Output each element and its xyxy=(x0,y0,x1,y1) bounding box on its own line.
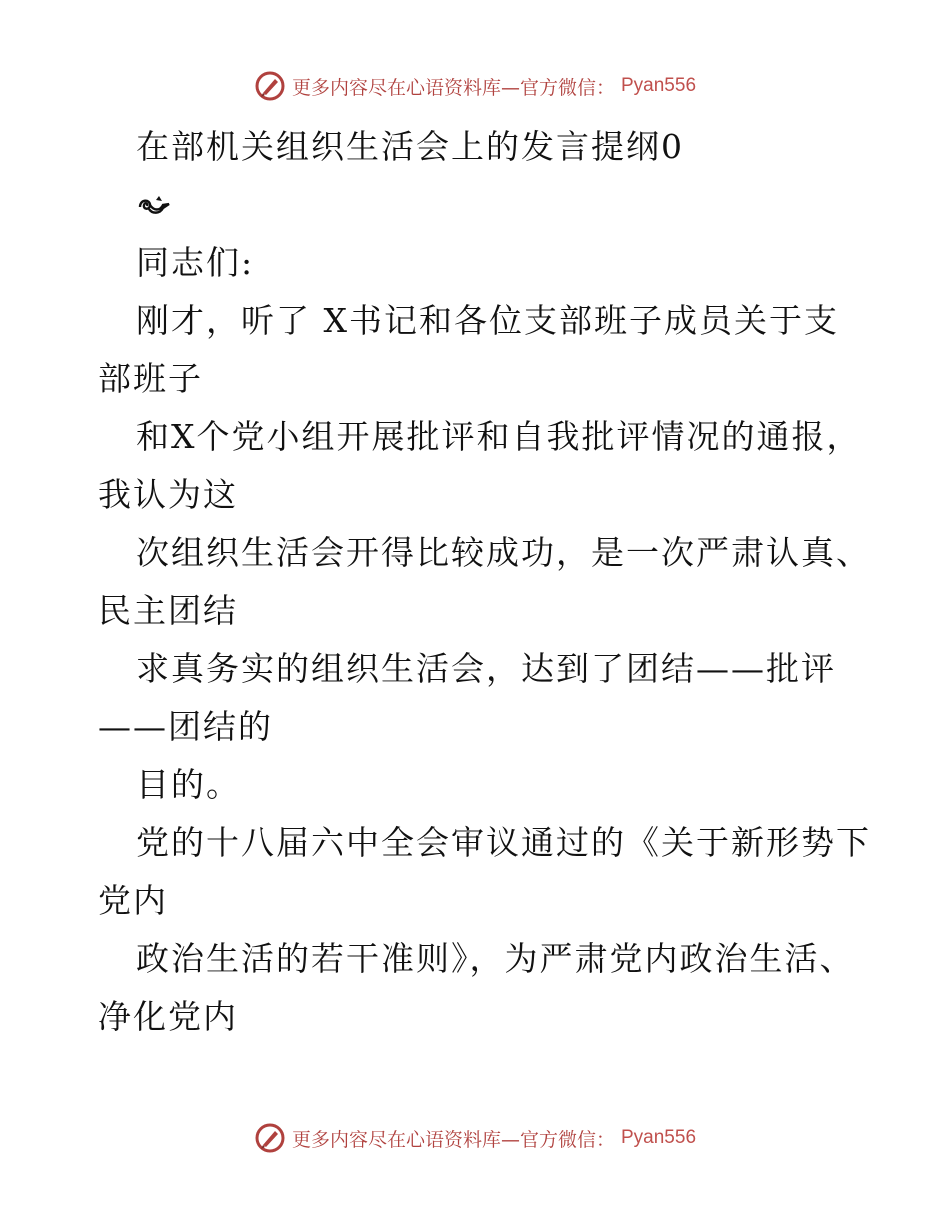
pen-logo-icon xyxy=(254,1122,286,1154)
text-line: 净化党内 xyxy=(98,997,238,1036)
document-body xyxy=(98,118,898,1046)
text-line: 求真务实的组织生活会，达到了团结——批评 xyxy=(136,649,836,688)
text-line: ——团结的 xyxy=(98,707,273,746)
footer-watermark xyxy=(0,1122,950,1154)
text-line: 目的。 xyxy=(136,765,241,804)
text-line: 次组织生活会开得比较成功，是一次严肃认真、 xyxy=(136,533,871,572)
watermark-handle: Pyan556 xyxy=(621,1127,697,1148)
text-line: 党的十八届六中全会审议通过的《关于新形势下 xyxy=(136,823,871,862)
ornament-row xyxy=(98,176,898,234)
watermark-text: 更多内容尽在心语资料库—官方微信： xyxy=(291,76,615,99)
text-line: 和X个党小组开展批评和自我批评情况的通报， xyxy=(136,417,862,456)
paragraph-lines xyxy=(98,234,898,1046)
text-line: 民主团结 xyxy=(98,591,238,630)
watermark-handle: Pyan556 xyxy=(621,75,697,96)
text-line: 同志们: xyxy=(136,243,255,282)
text-line: 刚才，听了 X书记和各位支部班子成员关于支 xyxy=(136,301,839,340)
text-line: 部班子 xyxy=(98,359,203,398)
watermark-text: 更多内容尽在心语资料库—官方微信： xyxy=(291,1128,615,1151)
document-title: 在部机关组织生活会上的发言提纲0 xyxy=(136,127,684,166)
header-watermark xyxy=(0,70,950,102)
pen-logo-icon xyxy=(254,70,286,102)
text-line: 党内 xyxy=(98,881,168,920)
text-line: 我认为这 xyxy=(98,475,238,514)
text-line: 政治生活的若干准则》，为严肃党内政治生活、 xyxy=(136,939,855,978)
flourish-icon xyxy=(136,192,172,218)
